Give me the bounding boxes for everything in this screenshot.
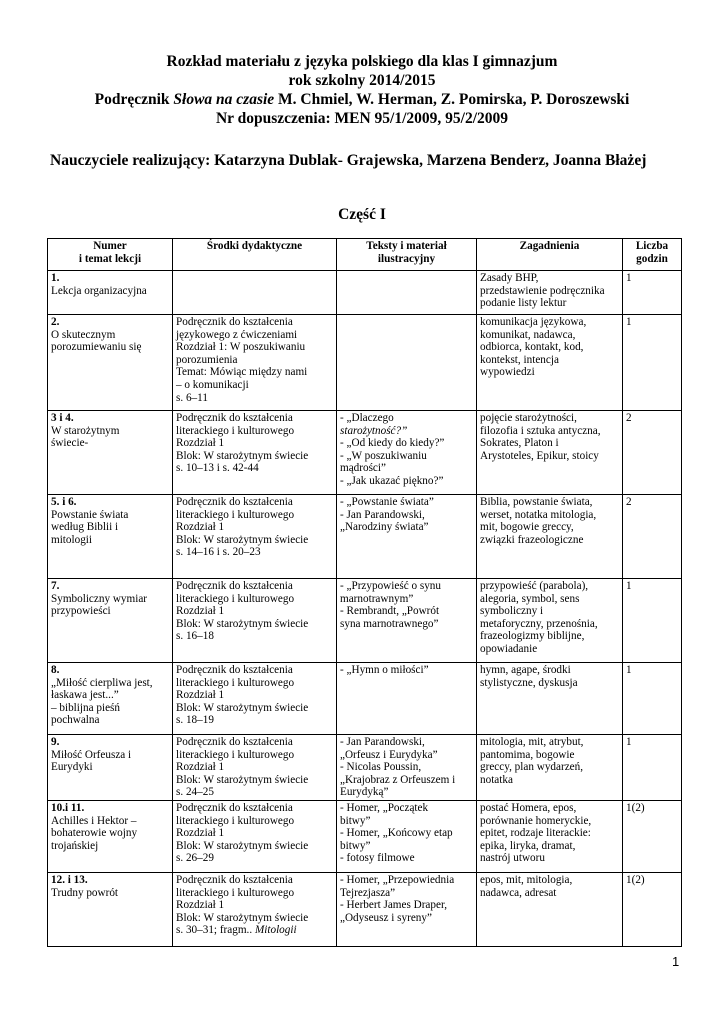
hours-value: 2: [626, 496, 632, 508]
issues-cell: [477, 495, 623, 579]
texts-materials-cell: [337, 315, 477, 411]
hours-value: 1(2): [626, 801, 645, 814]
hours-value: 2: [626, 412, 632, 424]
cell-line: - Homer, „Przepowiednia: [340, 873, 455, 886]
issues-cell: [477, 271, 623, 315]
table-header-row: [48, 239, 682, 271]
cell-line: filozofia i sztuka antyczna,: [480, 424, 601, 437]
cell-line: s. 10–13 i s. 42-44: [176, 462, 259, 475]
texts-materials-cell: [337, 872, 477, 946]
lesson-number: 7.: [51, 580, 60, 592]
issues-cell: [477, 315, 623, 411]
lesson-number: 12. i 13.: [51, 873, 88, 886]
cell-line: Temat: Mówiąc między nami: [176, 366, 308, 379]
header-cell-line: Środki dydaktyczne: [206, 240, 303, 252]
cell-line: literackiego i kulturowego: [176, 886, 295, 899]
lesson-number-topic-cell: [48, 495, 173, 579]
cell-line: Rozdział 1: [176, 437, 225, 450]
cell-line: łaskawa jest...”: [51, 689, 119, 702]
cell-line: Podręcznik do kształcenia: [176, 580, 293, 592]
cell-line: – biblijna pieśń: [51, 701, 120, 714]
page-number: 1: [672, 954, 680, 969]
cell-line: starożytność?”: [340, 424, 408, 437]
cell-line: nastrój utworu: [480, 852, 545, 865]
table-row: [48, 579, 682, 663]
cell-line: Blok: W starożytnym świecie: [176, 911, 309, 924]
texts-materials-cell: [337, 271, 477, 315]
lesson-number-topic-cell: [48, 663, 173, 735]
issues-cell: [477, 872, 623, 946]
cell-line: „Miłość cierpliwa jest,: [51, 676, 153, 689]
didactic-means-cell: [173, 663, 337, 735]
cell-line: - Herbert James Draper,: [340, 899, 448, 912]
cell-line: postać Homera, epos,: [480, 801, 577, 814]
cell-line: Podręcznik do kształcenia: [176, 801, 293, 814]
table-row: [48, 872, 682, 946]
cell-line: Arystoteles, Epikur, stoicy: [480, 449, 599, 462]
header-textbook-authors: M. Chmiel, W. Herman, Z. Pomirska, P. Doroszewski: [274, 91, 630, 108]
header-cell-line: ilustracyjny: [377, 252, 436, 265]
cell-line: Rozdział 1: [176, 605, 225, 618]
cell-line: Powstanie świata: [51, 508, 129, 521]
lesson-rows: [48, 271, 682, 947]
lesson-number: 9.: [51, 736, 60, 748]
cell-line: marnotrawnym”: [340, 592, 414, 605]
cell-line: pochwalna: [51, 714, 100, 727]
cell-line: - Rembrandt, „Powrót: [340, 605, 440, 618]
table-row: [48, 735, 682, 801]
table-row: [48, 800, 682, 872]
cell-line: s. 24–25: [176, 786, 214, 799]
cell-line: podanie listy lektur: [480, 297, 567, 310]
hours-cell: [623, 735, 682, 801]
cell-line: epitet, rodzaje literackie:: [480, 827, 591, 840]
cell-line: werset, notatka mitologia,: [480, 508, 597, 521]
teachers-line: Nauczyciele realizujący: Katarzyna Dublak- Grajewska, Marzena Benderz, Joanna Błażej: [50, 152, 647, 169]
cell-line: W starożytnym: [51, 424, 120, 437]
cell-line: trojańskiej: [51, 839, 99, 852]
header-didactic-means: [173, 239, 337, 271]
cell-line: „Krajobraz z Orfeuszem i: [340, 773, 456, 786]
lesson-number-topic-cell: [48, 800, 173, 872]
cell-line: - Homer, „Początek: [340, 801, 429, 814]
cell-line: - „Powstanie świata”: [340, 496, 434, 508]
cell-line: O skutecznym: [51, 328, 116, 341]
cell-line: „Narodziny świata”: [340, 521, 429, 534]
cell-line: epos, mit, mitologia,: [480, 873, 573, 886]
didactic-means-cell: [173, 579, 337, 663]
cell-line: Blok: W starożytnym świecie: [176, 839, 309, 852]
hours-cell: [623, 315, 682, 411]
cell-line: epika, liryka, dramat,: [480, 839, 576, 852]
header-textbook-title: Słowa na czasie: [173, 91, 275, 108]
cell-line: odbiorca, kontakt, kod,: [480, 341, 584, 354]
didactic-means-cell: [173, 495, 337, 579]
cell-line: pojęcie starożytności,: [480, 412, 577, 424]
header-issues: [477, 239, 623, 271]
table-row: [48, 495, 682, 579]
texts-materials-cell: [337, 495, 477, 579]
didactic-means-cell: [173, 735, 337, 801]
cell-line: s. 26–29: [176, 852, 214, 865]
cell-line: Eurydyką”: [340, 786, 389, 799]
cell-line: Rozdział 1: W poszukiwaniu: [176, 341, 306, 354]
hours-value: 1: [626, 272, 632, 284]
lesson-number: 1.: [51, 272, 60, 284]
cell-line: Trudny powrót: [51, 886, 119, 899]
issues-cell: [477, 579, 623, 663]
cell-line: kontekst, intencja: [480, 353, 559, 366]
cell-line: pantomima, bogowie: [480, 748, 575, 761]
cell-line: alegoria, symbol, sens: [480, 592, 580, 605]
cell-line: literackiego i kulturowego: [176, 508, 295, 521]
header-textbook: [50, 90, 674, 109]
cell-line: „Odyseusz i syreny”: [340, 911, 432, 924]
issues-cell: [477, 800, 623, 872]
cell-line: literackiego i kulturowego: [176, 424, 295, 437]
hours-cell: [623, 271, 682, 315]
header-cell-line: i temat lekcji: [78, 252, 142, 265]
hours-value: 1: [626, 736, 632, 748]
lesson-number: 3 i 4.: [51, 412, 74, 424]
cell-line: Rozdział 1: [176, 521, 225, 534]
didactic-means-cell: [173, 271, 337, 315]
cell-line: Tejrezjasza”: [340, 886, 396, 899]
lesson-number: 8.: [51, 664, 60, 676]
lesson-number: 5. i 6.: [51, 496, 77, 508]
cell-line: Miłość Orfeusza i: [51, 748, 132, 761]
cell-line: literackiego i kulturowego: [176, 676, 295, 689]
didactic-means-cell: [173, 872, 337, 946]
texts-materials-cell: [337, 579, 477, 663]
cell-line: Blok: W starożytnym świecie: [176, 773, 309, 786]
cell-line: wypowiedzi: [480, 366, 535, 379]
cell-line: - Jan Parandowski,: [340, 736, 425, 748]
cell-line: Biblia, powstanie świata,: [480, 496, 593, 508]
cell-line: Achilles i Hektor –: [51, 814, 137, 827]
cell-line: syna marnotrawnego”: [340, 617, 439, 630]
issues-cell: [477, 411, 623, 495]
cell-line: bohaterowie wojny: [51, 827, 138, 840]
cell-line: notatka: [480, 773, 513, 786]
cell-line: przypowieści: [51, 605, 111, 618]
didactic-means-cell: [173, 315, 337, 411]
cell-line: Podręcznik do kształcenia: [176, 412, 293, 424]
texts-materials-cell: [337, 800, 477, 872]
cell-line: literackiego i kulturowego: [176, 748, 295, 761]
cell-line: - fotosy filmowe: [340, 852, 415, 865]
cell-line: literackiego i kulturowego: [176, 592, 295, 605]
hours-value: 1: [626, 664, 632, 676]
cell-line: - „Hymn o miłości”: [340, 664, 429, 676]
cell-line: Lekcja organizacyjna: [51, 284, 147, 297]
header-cell-line: godzin: [636, 252, 668, 265]
lesson-number-topic-cell: [48, 872, 173, 946]
table-row: [48, 271, 682, 315]
cell-line: przypowieść (parabola),: [480, 580, 589, 592]
header-approval-number: Nr dopuszczenia: MEN 95/1/2009, 95/2/2009: [215, 110, 509, 127]
didactic-means-cell: [173, 800, 337, 872]
header-number-topic: [48, 239, 173, 271]
cell-line: Podręcznik do kształcenia: [176, 664, 293, 676]
hours-value: 1(2): [626, 873, 645, 886]
cell-line: Podręcznik do kształcenia: [176, 316, 293, 328]
lesson-number-topic-cell: [48, 579, 173, 663]
cell-line: Zasady BHP,: [480, 272, 539, 284]
lesson-number: 10.i 11.: [51, 801, 85, 814]
cell-line: Podręcznik do kształcenia: [176, 736, 293, 748]
cell-line: greccy, plan wydarzeń,: [480, 761, 584, 774]
hours-cell: [623, 800, 682, 872]
cell-line: Blok: W starożytnym świecie: [176, 533, 309, 546]
cell-line: według Biblii i: [51, 521, 119, 534]
cell-line: Blok: W starożytnym świecie: [176, 617, 309, 630]
lesson-plan-table: [47, 238, 682, 947]
cell-line: metaforyczny, przenośnia,: [480, 617, 598, 630]
lesson-number-topic-cell: [48, 271, 173, 315]
header-title: Rozkład materiału z języka polskiego dla klas I gimnazjum: [166, 53, 558, 70]
cell-line: Rozdział 1: [176, 899, 225, 912]
lesson-number-topic-cell: [48, 315, 173, 411]
part-title: Część I: [338, 206, 386, 223]
lesson-number-topic-cell: [48, 735, 173, 801]
cell-line: mit, bogowie greccy,: [480, 521, 574, 534]
cell-line: Sokrates, Platon i: [480, 437, 559, 450]
cell-line: mitologia, mit, atrybut,: [480, 736, 584, 748]
cell-line: językowego z ćwiczeniami: [176, 328, 298, 341]
cell-line: Blok: W starożytnym świecie: [176, 701, 309, 714]
cell-line: bitwy”: [340, 814, 371, 827]
cell-line: s. 14–16 i s. 20–23: [176, 546, 261, 559]
cell-line: Blok: W starożytnym świecie: [176, 449, 309, 462]
cell-line: hymn, agape, środki: [480, 664, 571, 676]
cell-line: Rozdział 1: [176, 761, 225, 774]
header-cell-line: Zagadnienia: [519, 240, 580, 252]
texts-materials-cell: [337, 735, 477, 801]
cell-line: porozumienia: [176, 353, 238, 366]
cell-line: nadawca, adresat: [480, 886, 557, 899]
cell-line: bitwy”: [340, 839, 371, 852]
cell-line: s. 30–31; fragm.. Mitologii: [176, 924, 297, 937]
cell-line: Eurydyki: [51, 761, 93, 774]
cell-line: Rozdział 1: [176, 827, 225, 840]
hours-cell: [623, 495, 682, 579]
cell-line: Podręcznik do kształcenia: [176, 496, 293, 508]
header-cell-line: Liczba: [635, 240, 669, 252]
document-header: [50, 52, 674, 128]
hours-value: 1: [626, 580, 632, 592]
cell-line: świecie-: [51, 437, 89, 450]
cell-line: - „Od kiedy do kiedy?”: [340, 437, 445, 450]
hours-cell: [623, 872, 682, 946]
cell-line: - Nicolas Poussin,: [340, 761, 422, 774]
cell-line: symboliczny i: [480, 605, 544, 618]
header-texts-materials: [337, 239, 477, 271]
cell-line: s. 16–18: [176, 630, 214, 643]
cell-line: „Orfeusz i Eurydyka”: [340, 748, 438, 761]
cell-line: związki frazeologiczne: [480, 533, 584, 546]
hours-value: 1: [626, 316, 632, 328]
hours-cell: [623, 579, 682, 663]
cell-line: mitologii: [51, 533, 93, 546]
cell-line: opowiadanie: [480, 642, 538, 655]
cell-line: Symboliczny wymiar: [51, 592, 148, 605]
cell-line: – o komunikacji: [176, 378, 249, 391]
cell-line: s. 6–11: [176, 391, 208, 404]
cell-line: - „Przypowieść o synu: [340, 580, 441, 592]
cell-line: literackiego i kulturowego: [176, 814, 295, 827]
header-cell-line: Teksty i materiał: [366, 240, 447, 252]
issues-cell: [477, 735, 623, 801]
cell-line: frazeologizmy biblijne,: [480, 630, 585, 643]
didactic-means-cell: [173, 411, 337, 495]
cell-line: - Jan Parandowski,: [340, 508, 425, 521]
cell-line: - „Jak ukazać piękno?”: [340, 474, 444, 487]
cell-line: komunikat, nadawca,: [480, 328, 576, 341]
table-row: [48, 411, 682, 495]
cell-line: - Homer, „Końcowy etap: [340, 827, 453, 840]
cell-line: porównanie homeryckie,: [480, 814, 592, 827]
header-school-year: rok szkolny 2014/2015: [288, 72, 436, 89]
texts-materials-cell: [337, 663, 477, 735]
header-hours: [623, 239, 682, 271]
italic-fragment: Mitologii: [254, 924, 297, 937]
texts-materials-cell: [337, 411, 477, 495]
cell-line: - „Dlaczego: [340, 412, 394, 424]
lesson-number-topic-cell: [48, 411, 173, 495]
cell-line: porozumiewaniu się: [51, 341, 142, 354]
cell-line: przedstawienie podręcznika: [480, 284, 605, 297]
hours-cell: [623, 663, 682, 735]
cell-line: mądrości”: [340, 462, 386, 475]
lesson-number: 2.: [51, 316, 60, 328]
issues-cell: [477, 663, 623, 735]
cell-line: Rozdział 1: [176, 689, 225, 702]
cell-line: - „W poszukiwaniu: [340, 449, 427, 462]
cell-line: s. 18–19: [176, 714, 214, 727]
cell-line: Podręcznik do kształcenia: [176, 873, 293, 886]
cell-line: stylistyczne, dyskusja: [480, 676, 578, 689]
table-row: [48, 663, 682, 735]
cell-line: komunikacja językowa,: [480, 316, 587, 328]
header-textbook-prefix: Podręcznik: [94, 91, 174, 108]
table-row: [48, 315, 682, 411]
header-cell-line: Numer: [93, 240, 127, 252]
hours-cell: [623, 411, 682, 495]
